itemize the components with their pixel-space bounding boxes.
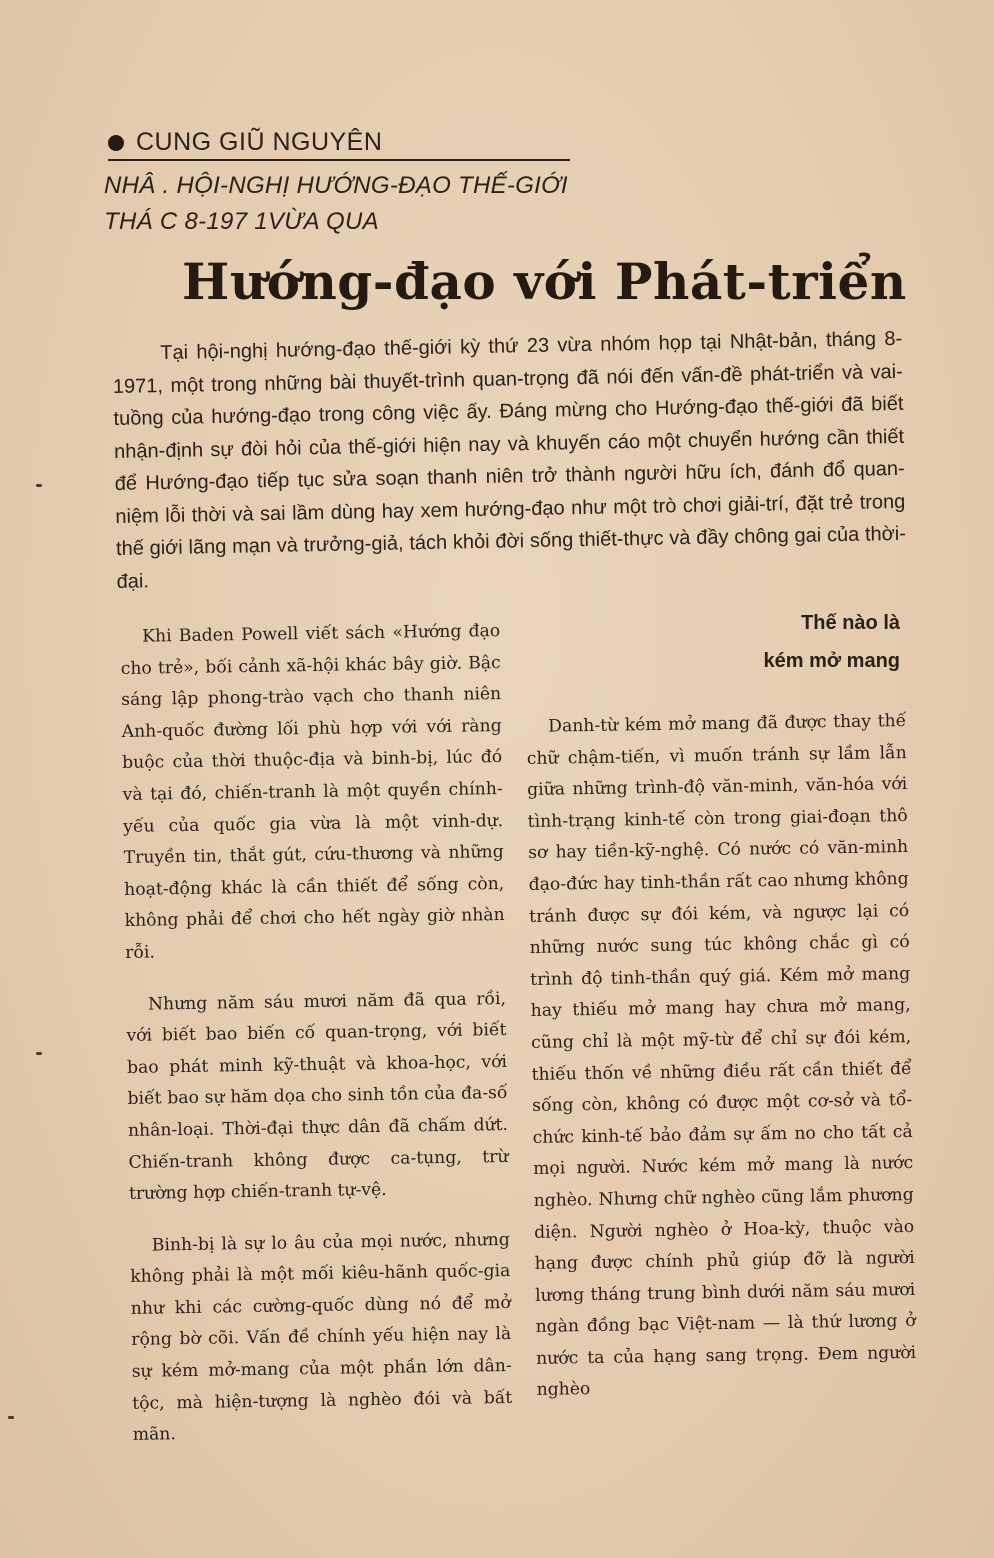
bullet-icon	[108, 135, 124, 151]
lead-paragraph: Tại hội-nghị hướng-đạo thế-giới kỳ thứ 23 vừa nhóm họp tại Nhật-bản, tháng 8-1971, một trong những bài thuyết-trình quan-trọng đã nói đến vấn-đề phát-triển và vai-tuồng của hướng-đạo trong công việc ấy. Đáng mừng cho Hướng-đạo thế-giới đã biết nhận-định sự đòi hỏi của thế-giới hiện nay và khuyến cáo một chuyển hướng cần thiết để Hướng-đạo tiếp tục sửa soạn thanh niên trở thành người hữu ích, đánh đổ quan-niệm lỗi thời và sai lầm dùng hay xem hướng-đạo như một trò chơi giải-trí, đặt trẻ trong thế giới lãng mạn và trưởng-giả, tách khỏi đời sống thiết-thực và đầy chông gai của thời-đại.	[112, 327, 907, 593]
paper-speck	[8, 1416, 14, 1419]
body-paragraph: Nhưng năm sáu mươi năm đã qua rồi, với biết bao biến cố quan-trọng, với biết bao phát minh kỹ-thuật và khoa-học, với biết bao sự hăm dọa cho sinh tồn của đa-số nhân-loại. Thời-đại thực dân đã chấm dứt. Chiến-tranh không được ca-tụng, trừ trường hợp chiến-tranh tự-vệ.	[126, 988, 509, 1205]
byline	[108, 128, 570, 161]
kicker-line-1: NHÂ . HỘI-NGHỊ HƯỚNG-ĐẠO THẾ-GIỚI	[104, 172, 568, 199]
right-column	[526, 706, 917, 1427]
body-paragraph: Binh-bị là sự lo âu của mọi nước, nhưng không phải là một mối kiêu-hãnh quốc-gia như khi các cường-quốc dùng nó để mở rộng bờ cõi. Vấn đề chính yếu hiện nay là sự kém mở-mang của một phần lớn dân-tộc, mà hiện-tượng là nghèo đói và bất mãn.	[130, 1229, 513, 1446]
left-column	[120, 616, 513, 1472]
section-subheading	[700, 604, 900, 680]
paper-speck	[36, 484, 42, 487]
body-paragraph: Khi Baden Powell viết sách «Hướng đạo cho trẻ», bối cảnh xã-hội khác bây giờ. Bậc sáng lập phong-trào vạch cho thanh niên Anh-quốc đường lối phù hợp với với ràng buộc của thời thuộc-địa và binh-bị, lúc đó và tại đó, chiến-tranh là một quyền chính-yếu của quốc gia vừa là một vinh-dự. Truyền tin, thắt gút, cứu-thương và những hoạt-động khác là cần thiết để sống còn, không phải để chơi cho hết ngày giờ nhàn rỗi.	[120, 621, 505, 963]
kicker-line-2: THÁ C 8-197 1VỪA QUA	[104, 208, 379, 235]
body-paragraph: Danh-từ kém mở mang đã được thay thế chữ chậm-tiến, vì muốn tránh sự lầm lẫn giữa những trình-độ văn-minh, văn-hóa với tình-trạng kinh-tế còn trong giai-đoạn thô sơ hay tiền-kỹ-nghệ. Có nước có văn-minh đạo-đức hay tinh-thần rất cao nhưng không tránh được sự đói kém, và ngược lại có những nước sung túc không chắc gì có trình độ tinh-thần quý giá. Kém mở mang hay thiếu mở mang hay chưa mở mang, cũng chỉ là một mỹ-từ để chỉ sự đói kém, thiếu thốn về những điều rất cần thiết để sống còn, không có được một cơ-sở và tổ-chức kinh-tế bảo đảm sự ấm no cho tất cả mọi người. Nước kém mở mang là nước nghèo. Nhưng chữ nghèo cũng lắm phương diện. Người nghèo ở Hoa-kỳ, thuộc vào hạng được chính phủ giúp đỡ là người lương tháng trung bình dưới năm sáu mươi ngàn đồng bạc Việt-nam — là thứ lương ở nước ta của hạng sang trọng. Đem người nghèo	[526, 711, 917, 1401]
article-headline: Hướng-đạo với Phát-triển	[182, 252, 907, 311]
author-name: CUNG GIŨ NGUYÊN	[136, 128, 383, 156]
paper-speck	[36, 1052, 42, 1055]
lead-paragraph-block	[112, 323, 907, 598]
subheading-line-1: Thế nào là	[801, 612, 900, 634]
subheading-line-2: kém mở mang	[763, 650, 900, 672]
